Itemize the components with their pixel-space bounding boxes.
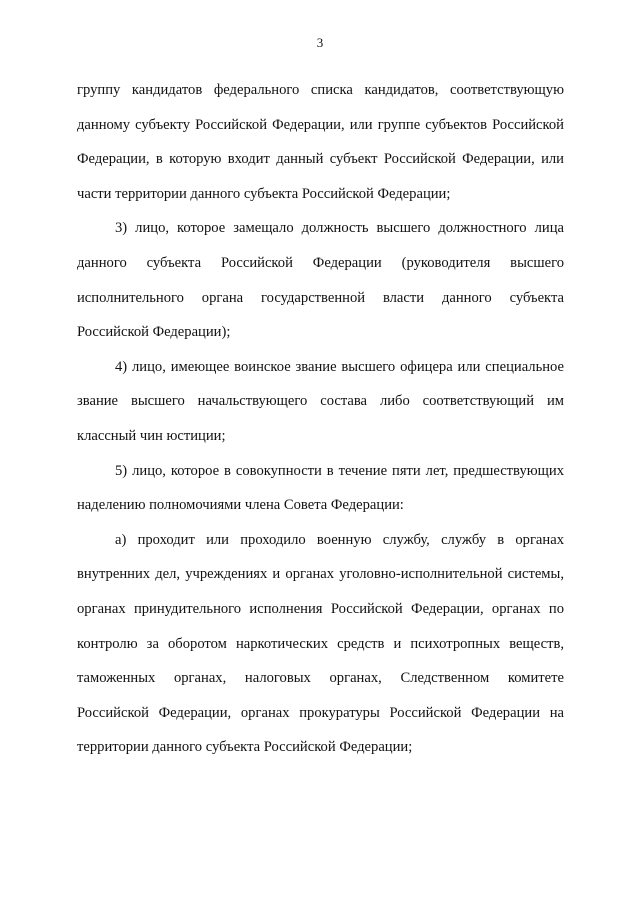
document-body [77,73,564,765]
paragraph-item-4: 4) лицо, имеющее воинское звание высшего офицера или специальное звание высшего начальствующего состава либо соответствующий им классный чин юстиции; [77,358,564,444]
paragraph-item-5: 5) лицо, которое в совокупности в течение пяти лет, предшествующих наделению полномочиями члена Совета Федерации: [77,462,564,514]
paragraph-item-5a: а) проходит или проходило военную службу, службу в органах внутренних дел, учреждениях и органах уголовно-исполнительной системы, органах принудительного исполнения Российской Федерации, органах по контролю за оборотом наркотических средств и психотропных веществ, таможенных органах, налоговых органах, Следственном комитете Российской Федерации, органах прокуратуры Российской Федерации на территории данного субъекта Российской Федерации; [77,531,564,756]
paragraph-item-3: 3) лицо, которое замещало должность высшего должностного лица данного субъекта Российской Федерации (руководителя высшего исполнительного органа государственной власти данного субъекта Российской Федерации); [77,220,564,341]
page-number: 3 [316,35,324,50]
paragraph-list-continuation: группу кандидатов федерального списка кандидатов, соответствующую данному субъекту Российской Федерации, или группе субъектов Российской Федерации, в которую входит данный субъект Российской Федерации, или части территории данного субъекта Российской Федерации; [77,82,564,202]
